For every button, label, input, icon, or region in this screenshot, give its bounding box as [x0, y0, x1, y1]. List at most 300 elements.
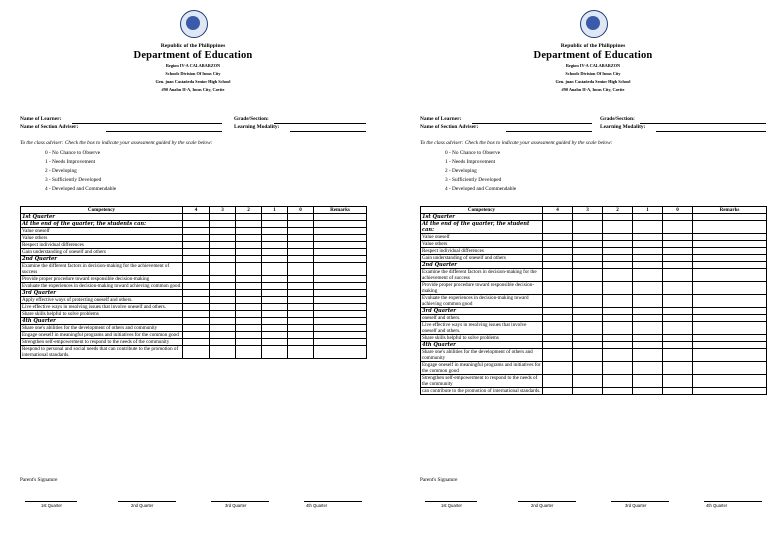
rating-3-checkbox[interactable] [210, 297, 236, 304]
rating-4-checkbox[interactable] [543, 335, 573, 342]
rating-3-checkbox[interactable] [210, 325, 236, 332]
rating-1-checkbox[interactable] [633, 214, 663, 221]
remarks-cell[interactable] [693, 269, 767, 282]
remarks-cell[interactable] [314, 304, 367, 311]
rating-0-checkbox[interactable] [663, 388, 693, 395]
deped-seal-icon [180, 10, 208, 38]
rating-0-checkbox[interactable] [288, 332, 314, 339]
rating-1-checkbox[interactable] [633, 375, 663, 388]
rating-1-checkbox[interactable] [262, 256, 288, 263]
header-4: 4 [183, 207, 210, 214]
rating-1-checkbox[interactable] [262, 346, 288, 359]
rating-1-checkbox[interactable] [262, 297, 288, 304]
signature-line[interactable] [211, 501, 269, 502]
remarks-cell[interactable] [314, 235, 367, 242]
rating-4-checkbox[interactable] [183, 290, 210, 297]
rating-4-checkbox[interactable] [543, 388, 573, 395]
rating-4-checkbox[interactable] [183, 297, 210, 304]
rating-0-checkbox[interactable] [663, 362, 693, 375]
competency-cell: Engage oneself in meaningful programs and initiatives for the common good [21, 332, 183, 339]
rating-0-checkbox[interactable] [663, 248, 693, 255]
rating-4-checkbox[interactable] [543, 282, 573, 295]
rating-3-checkbox[interactable] [573, 241, 603, 248]
rating-4-checkbox[interactable] [183, 339, 210, 346]
competency-cell: Value oneself [421, 234, 543, 241]
rating-1-checkbox[interactable] [633, 308, 663, 315]
rating-3-checkbox[interactable] [573, 282, 603, 295]
remarks-cell[interactable] [314, 276, 367, 283]
table-row [21, 332, 367, 339]
quarter-label: 1st Quarter [441, 503, 462, 508]
rating-4-checkbox[interactable] [183, 304, 210, 311]
remarks-cell[interactable] [693, 234, 767, 241]
table-row [421, 315, 767, 322]
rating-2-checkbox[interactable] [603, 269, 633, 282]
quarter-heading: 1st Quarter [421, 214, 543, 221]
rating-4-checkbox[interactable] [543, 308, 573, 315]
form-page-right [420, 0, 766, 530]
adviser-label: Name of Section Adviser: [420, 124, 479, 130]
rating-0-checkbox[interactable] [663, 375, 693, 388]
rating-1-checkbox[interactable] [262, 221, 288, 228]
remarks-cell[interactable] [314, 228, 367, 235]
adviser-field[interactable] [106, 131, 222, 132]
rating-3-checkbox[interactable] [210, 346, 236, 359]
header-competency: Competency [21, 207, 183, 214]
rating-0-checkbox[interactable] [663, 269, 693, 282]
rating-0-checkbox[interactable] [288, 304, 314, 311]
rating-3-checkbox[interactable] [210, 214, 236, 221]
rating-2-checkbox[interactable] [603, 342, 633, 349]
competency-cell: Share skills helpful to solve problems [21, 311, 183, 318]
rating-4-checkbox[interactable] [183, 311, 210, 318]
rating-4-checkbox[interactable] [543, 221, 573, 234]
rating-0-checkbox[interactable] [288, 339, 314, 346]
rating-2-checkbox[interactable] [603, 388, 633, 395]
table-row [421, 214, 767, 221]
rating-0-checkbox[interactable] [663, 282, 693, 295]
rating-1-checkbox[interactable] [262, 290, 288, 297]
learner-field[interactable] [472, 123, 592, 124]
rating-4-checkbox[interactable] [543, 322, 573, 335]
rating-4-checkbox[interactable] [543, 375, 573, 388]
rating-3-checkbox[interactable] [573, 255, 603, 262]
rating-0-checkbox[interactable] [288, 249, 314, 256]
rating-1-checkbox[interactable] [262, 276, 288, 283]
table-row [21, 249, 367, 256]
rating-2-checkbox[interactable] [603, 349, 633, 362]
rating-1-checkbox[interactable] [262, 325, 288, 332]
rating-2-checkbox[interactable] [236, 311, 262, 318]
signature-line[interactable] [425, 501, 477, 502]
rating-0-checkbox[interactable] [663, 342, 693, 349]
table-row [21, 235, 367, 242]
rating-1-checkbox[interactable] [633, 342, 663, 349]
learner-field[interactable] [72, 123, 222, 124]
rating-0-checkbox[interactable] [288, 297, 314, 304]
rating-3-checkbox[interactable] [573, 362, 603, 375]
quarter-heading: 2nd Quarter [421, 262, 543, 269]
remarks-cell[interactable] [693, 335, 767, 342]
rating-3-checkbox[interactable] [210, 263, 236, 276]
modality-field[interactable] [656, 131, 766, 132]
competency-cell: Gain understanding of oneself and others [21, 249, 183, 256]
rating-4-checkbox[interactable] [183, 228, 210, 235]
rating-3-checkbox[interactable] [210, 339, 236, 346]
rating-0-checkbox[interactable] [288, 318, 314, 325]
rating-3-checkbox[interactable] [210, 318, 236, 325]
rating-3-checkbox[interactable] [573, 214, 603, 221]
rating-3-checkbox[interactable] [573, 375, 603, 388]
rating-4-checkbox[interactable] [543, 248, 573, 255]
rating-3-checkbox[interactable] [573, 322, 603, 335]
remarks-cell[interactable] [693, 349, 767, 362]
rating-4-checkbox[interactable] [183, 346, 210, 359]
rating-0-checkbox[interactable] [663, 262, 693, 269]
rating-3-checkbox[interactable] [573, 221, 603, 234]
rating-2-checkbox[interactable] [236, 325, 262, 332]
rating-0-checkbox[interactable] [663, 295, 693, 308]
rating-4-checkbox[interactable] [543, 349, 573, 362]
parent-signature-label: Parent's Signature [420, 477, 458, 483]
rating-0-checkbox[interactable] [288, 228, 314, 235]
rating-1-checkbox[interactable] [262, 249, 288, 256]
table-row [21, 290, 367, 297]
quarter-heading: 4th Quarter [21, 318, 183, 325]
rating-2-checkbox[interactable] [603, 295, 633, 308]
quarter-label: 2nd Quarter [531, 503, 554, 508]
remarks-cell[interactable] [314, 332, 367, 339]
rating-1-checkbox[interactable] [262, 311, 288, 318]
table-row [421, 234, 767, 241]
rating-2-checkbox[interactable] [603, 234, 633, 241]
rating-0-checkbox[interactable] [663, 214, 693, 221]
rating-2-checkbox[interactable] [236, 235, 262, 242]
rating-3-checkbox[interactable] [210, 276, 236, 283]
rating-3-checkbox[interactable] [210, 332, 236, 339]
rating-1-checkbox[interactable] [633, 248, 663, 255]
rating-1-checkbox[interactable] [633, 255, 663, 262]
rating-4-checkbox[interactable] [543, 342, 573, 349]
scale-item: 4 - Developed and Commendable [45, 186, 117, 192]
adviser-field[interactable] [506, 131, 592, 132]
rating-0-checkbox[interactable] [288, 276, 314, 283]
modality-field[interactable] [290, 131, 366, 132]
rating-1-checkbox[interactable] [262, 332, 288, 339]
table-row [21, 339, 367, 346]
remarks-cell[interactable] [314, 325, 367, 332]
rating-4-checkbox[interactable] [183, 221, 210, 228]
signature-line[interactable] [611, 501, 669, 502]
signature-line[interactable] [25, 501, 77, 502]
scale-item: 0 - No Chance to Observe [445, 150, 501, 156]
quarter-heading: At the end of the quarter, the student can: [421, 221, 543, 234]
rating-1-checkbox[interactable] [633, 269, 663, 282]
rating-1-checkbox[interactable] [633, 322, 663, 335]
rating-2-checkbox[interactable] [236, 332, 262, 339]
rating-4-checkbox[interactable] [183, 325, 210, 332]
table-row [421, 388, 767, 395]
rating-3-checkbox[interactable] [210, 235, 236, 242]
rating-1-checkbox[interactable] [262, 318, 288, 325]
parent-signature-label: Parent's Signature [20, 477, 58, 483]
rating-1-checkbox[interactable] [262, 228, 288, 235]
table-row [421, 282, 767, 295]
remarks-cell[interactable] [314, 290, 367, 297]
rating-3-checkbox[interactable] [210, 242, 236, 249]
rating-1-checkbox[interactable] [262, 339, 288, 346]
rating-0-checkbox[interactable] [288, 256, 314, 263]
header-competency: Competency [421, 207, 543, 214]
rating-2-checkbox[interactable] [603, 362, 633, 375]
rating-1-checkbox[interactable] [262, 242, 288, 249]
rating-3-checkbox[interactable] [210, 290, 236, 297]
remarks-cell[interactable] [693, 248, 767, 255]
rating-4-checkbox[interactable] [183, 332, 210, 339]
remarks-cell[interactable] [314, 283, 367, 290]
rating-2-checkbox[interactable] [236, 263, 262, 276]
rating-2-checkbox[interactable] [603, 221, 633, 234]
rating-0-checkbox[interactable] [288, 263, 314, 276]
department-title: Department of Education [133, 50, 253, 61]
rating-1-checkbox[interactable] [633, 315, 663, 322]
rating-4-checkbox[interactable] [543, 234, 573, 241]
rating-4-checkbox[interactable] [183, 263, 210, 276]
remarks-cell[interactable] [693, 322, 767, 335]
rating-2-checkbox[interactable] [603, 322, 633, 335]
remarks-cell[interactable] [693, 221, 767, 234]
rating-1-checkbox[interactable] [633, 295, 663, 308]
rating-0-checkbox[interactable] [288, 346, 314, 359]
rating-4-checkbox[interactable] [543, 315, 573, 322]
remarks-cell[interactable] [693, 241, 767, 248]
rating-0-checkbox[interactable] [663, 315, 693, 322]
rating-2-checkbox[interactable] [236, 256, 262, 263]
remarks-cell[interactable] [693, 388, 767, 395]
remarks-cell[interactable] [693, 362, 767, 375]
rating-0-checkbox[interactable] [663, 234, 693, 241]
rating-0-checkbox[interactable] [288, 242, 314, 249]
table-row [421, 255, 767, 262]
remarks-cell[interactable] [693, 375, 767, 388]
quarter-label: 4th Quarter [706, 503, 728, 508]
rating-3-checkbox[interactable] [573, 388, 603, 395]
rating-3-checkbox[interactable] [573, 269, 603, 282]
rating-3-checkbox[interactable] [210, 311, 236, 318]
remarks-cell[interactable] [693, 255, 767, 262]
quarter-heading: 4th Quarter [421, 342, 543, 349]
remarks-cell[interactable] [314, 346, 367, 359]
grade-field[interactable] [274, 123, 366, 124]
table-row [421, 335, 767, 342]
rating-1-checkbox[interactable] [633, 349, 663, 362]
rating-1-checkbox[interactable] [633, 362, 663, 375]
rating-0-checkbox[interactable] [288, 221, 314, 228]
school-label: Gen. juan Castañeda Senior High School [155, 79, 231, 84]
table-row [21, 304, 367, 311]
signature-line[interactable] [704, 501, 762, 502]
rating-3-checkbox[interactable] [573, 234, 603, 241]
signature-line[interactable] [118, 501, 176, 502]
rating-0-checkbox[interactable] [663, 255, 693, 262]
remarks-cell[interactable] [693, 282, 767, 295]
signature-line[interactable] [304, 501, 362, 502]
rating-4-checkbox[interactable] [183, 256, 210, 263]
rating-3-checkbox[interactable] [210, 221, 236, 228]
rating-3-checkbox[interactable] [573, 349, 603, 362]
rating-2-checkbox[interactable] [603, 255, 633, 262]
rating-3-checkbox[interactable] [573, 262, 603, 269]
rating-3-checkbox[interactable] [573, 335, 603, 342]
rating-2-checkbox[interactable] [603, 248, 633, 255]
remarks-cell[interactable] [693, 308, 767, 315]
table-row [21, 228, 367, 235]
remarks-cell[interactable] [314, 297, 367, 304]
remarks-cell[interactable] [693, 342, 767, 349]
remarks-cell[interactable] [314, 311, 367, 318]
rating-3-checkbox[interactable] [573, 295, 603, 308]
header-2: 2 [603, 207, 633, 214]
rating-1-checkbox[interactable] [633, 388, 663, 395]
quarter-heading: 1st Quarter [21, 214, 183, 221]
rating-3-checkbox[interactable] [210, 304, 236, 311]
rating-2-checkbox[interactable] [603, 214, 633, 221]
rating-1-checkbox[interactable] [262, 283, 288, 290]
rating-4-checkbox[interactable] [543, 269, 573, 282]
rating-2-checkbox[interactable] [603, 315, 633, 322]
rating-1-checkbox[interactable] [633, 282, 663, 295]
table-row [21, 256, 367, 263]
rating-0-checkbox[interactable] [663, 221, 693, 234]
rating-2-checkbox[interactable] [236, 249, 262, 256]
rating-2-checkbox[interactable] [603, 375, 633, 388]
remarks-cell[interactable] [314, 242, 367, 249]
table-row [21, 311, 367, 318]
competency-cell: oneself and others. [421, 315, 543, 322]
rating-2-checkbox[interactable] [236, 346, 262, 359]
rating-1-checkbox[interactable] [262, 263, 288, 276]
division-label: Schools Division Of Imus City [165, 71, 221, 76]
rating-3-checkbox[interactable] [573, 315, 603, 322]
modality-label: Learning Modality: [234, 124, 280, 130]
rating-2-checkbox[interactable] [236, 283, 262, 290]
rating-2-checkbox[interactable] [236, 318, 262, 325]
rating-3-checkbox[interactable] [210, 256, 236, 263]
remarks-cell[interactable] [693, 295, 767, 308]
rating-3-checkbox[interactable] [210, 249, 236, 256]
signature-line[interactable] [518, 501, 576, 502]
rating-2-checkbox[interactable] [236, 228, 262, 235]
table-row [21, 325, 367, 332]
rating-0-checkbox[interactable] [288, 325, 314, 332]
modality-label: Learning Modality: [600, 124, 646, 130]
rating-2-checkbox[interactable] [236, 242, 262, 249]
remarks-cell[interactable] [314, 221, 367, 228]
rating-4-checkbox[interactable] [183, 242, 210, 249]
rating-0-checkbox[interactable] [288, 290, 314, 297]
rating-2-checkbox[interactable] [236, 304, 262, 311]
remarks-cell[interactable] [693, 262, 767, 269]
rating-2-checkbox[interactable] [603, 262, 633, 269]
rating-4-checkbox[interactable] [183, 249, 210, 256]
remarks-cell[interactable] [693, 315, 767, 322]
rating-1-checkbox[interactable] [633, 234, 663, 241]
remarks-cell[interactable] [314, 263, 367, 276]
remarks-cell[interactable] [314, 339, 367, 346]
rating-2-checkbox[interactable] [236, 339, 262, 346]
rating-0-checkbox[interactable] [663, 335, 693, 342]
rating-4-checkbox[interactable] [543, 214, 573, 221]
rating-4-checkbox[interactable] [543, 362, 573, 375]
rating-4-checkbox[interactable] [183, 235, 210, 242]
rating-0-checkbox[interactable] [288, 311, 314, 318]
rating-1-checkbox[interactable] [633, 262, 663, 269]
rating-4-checkbox[interactable] [183, 214, 210, 221]
rating-3-checkbox[interactable] [573, 342, 603, 349]
rating-0-checkbox[interactable] [663, 241, 693, 248]
rating-4-checkbox[interactable] [543, 262, 573, 269]
rating-2-checkbox[interactable] [236, 276, 262, 283]
rating-1-checkbox[interactable] [633, 221, 663, 234]
rating-4-checkbox[interactable] [543, 255, 573, 262]
rating-2-checkbox[interactable] [603, 308, 633, 315]
rating-3-checkbox[interactable] [210, 228, 236, 235]
rating-1-checkbox[interactable] [633, 335, 663, 342]
rating-2-checkbox[interactable] [603, 282, 633, 295]
remarks-cell[interactable] [314, 214, 367, 221]
remarks-cell[interactable] [314, 256, 367, 263]
remarks-cell[interactable] [314, 249, 367, 256]
remarks-cell[interactable] [314, 318, 367, 325]
rating-0-checkbox[interactable] [663, 349, 693, 362]
rating-3-checkbox[interactable] [573, 308, 603, 315]
rating-3-checkbox[interactable] [210, 283, 236, 290]
header-4: 4 [543, 207, 573, 214]
rating-2-checkbox[interactable] [236, 290, 262, 297]
rating-2-checkbox[interactable] [236, 214, 262, 221]
quarter-label: 3rd Quarter [625, 503, 647, 508]
rating-0-checkbox[interactable] [663, 322, 693, 335]
competency-cell: Value oneself [21, 228, 183, 235]
rating-1-checkbox[interactable] [262, 235, 288, 242]
rating-1-checkbox[interactable] [262, 214, 288, 221]
rating-2-checkbox[interactable] [603, 335, 633, 342]
competency-cell: Strengthen self-empowerment to respond to the needs of the community [21, 339, 183, 346]
rating-3-checkbox[interactable] [573, 248, 603, 255]
rating-0-checkbox[interactable] [288, 283, 314, 290]
rating-0-checkbox[interactable] [663, 308, 693, 315]
rating-2-checkbox[interactable] [236, 221, 262, 228]
rating-0-checkbox[interactable] [288, 214, 314, 221]
grade-field[interactable] [640, 123, 766, 124]
competency-cell: Strengthen self-empowerment to respond to the needs of the community [421, 375, 543, 388]
department-title: Department of Education [533, 50, 653, 61]
rating-4-checkbox[interactable] [183, 318, 210, 325]
remarks-cell[interactable] [693, 214, 767, 221]
rating-1-checkbox[interactable] [262, 304, 288, 311]
rating-2-checkbox[interactable] [603, 241, 633, 248]
rating-4-checkbox[interactable] [543, 295, 573, 308]
rating-4-checkbox[interactable] [183, 283, 210, 290]
table-row [21, 214, 367, 221]
learner-label: Name of Learner: [420, 116, 462, 122]
rating-4-checkbox[interactable] [183, 276, 210, 283]
competency-cell: Value others [421, 241, 543, 248]
rating-0-checkbox[interactable] [288, 235, 314, 242]
rating-4-checkbox[interactable] [543, 241, 573, 248]
rating-2-checkbox[interactable] [236, 297, 262, 304]
rating-1-checkbox[interactable] [633, 241, 663, 248]
